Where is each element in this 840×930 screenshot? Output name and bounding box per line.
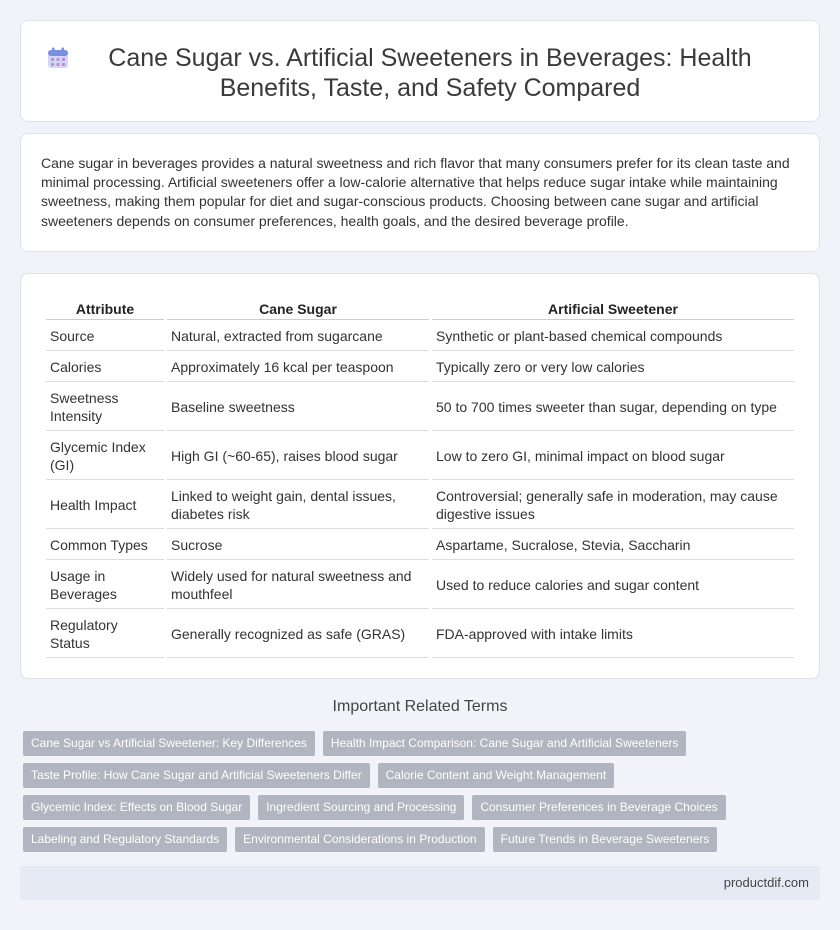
- attribute-cell: Glycemic Index (GI): [46, 433, 164, 480]
- attribute-cell: Regulatory Status: [46, 611, 164, 658]
- artificial-sweetener-cell: 50 to 700 times sweeter than sugar, depending on type: [432, 384, 794, 431]
- intro-text: Cane sugar in beverages provides a natural sweetness and rich flavor that many consumers prefer for its clean taste and minimal processing. Artificial sweeteners offer a low-calorie alternative that helps reduce sugar intake while maintaining sweetness, making them popular for diet and sugar-conscious products. Choosing between cane sugar and artificial sweeteners depends on consumer preferences, health goals, and the desired beverage profile.: [41, 155, 790, 229]
- comparison-table-card: [20, 273, 820, 679]
- table-header-row: [46, 298, 794, 320]
- cane-sugar-cell: Generally recognized as safe (GRAS): [167, 611, 429, 658]
- cane-sugar-cell: Widely used for natural sweetness and mouthfeel: [167, 562, 429, 609]
- artificial-sweetener-cell: FDA-approved with intake limits: [432, 611, 794, 658]
- related-term-link[interactable]: Health Impact Comparison: Cane Sugar and Artificial Sweeteners: [323, 731, 687, 756]
- artificial-sweetener-cell: Used to reduce calories and sugar content: [432, 562, 794, 609]
- related-term-link[interactable]: Cane Sugar vs Artificial Sweetener: Key Differences: [23, 731, 315, 756]
- table-row: [46, 433, 794, 480]
- table-row: [46, 562, 794, 609]
- related-term-link[interactable]: Consumer Preferences in Beverage Choices: [472, 795, 725, 820]
- related-term-link[interactable]: Labeling and Regulatory Standards: [23, 827, 227, 852]
- attribute-cell: Source: [46, 322, 164, 351]
- column-header-cane-sugar: Cane Sugar: [167, 298, 429, 320]
- cane-sugar-cell: Linked to weight gain, dental issues, diabetes risk: [167, 482, 429, 529]
- intro-card: [20, 133, 820, 252]
- attribute-cell: Common Types: [46, 531, 164, 560]
- related-term-link[interactable]: Ingredient Sourcing and Processing: [258, 795, 464, 820]
- column-header-attribute: Attribute: [46, 298, 164, 320]
- table-row: [46, 384, 794, 431]
- artificial-sweetener-cell: Aspartame, Sucralose, Stevia, Saccharin: [432, 531, 794, 560]
- attribute-cell: Health Impact: [46, 482, 164, 529]
- attribute-cell: Sweetness Intensity: [46, 384, 164, 431]
- related-term-link[interactable]: Future Trends in Beverage Sweeteners: [493, 827, 718, 852]
- table-row: [46, 531, 794, 560]
- related-term-link[interactable]: Calorie Content and Weight Management: [378, 763, 615, 788]
- table-row: [46, 482, 794, 529]
- cane-sugar-cell: High GI (~60-65), raises blood sugar: [167, 433, 429, 480]
- footer-bar: [20, 866, 820, 900]
- artificial-sweetener-cell: Low to zero GI, minimal impact on blood sugar: [432, 433, 794, 480]
- attribute-cell: Usage in Beverages: [46, 562, 164, 609]
- related-terms-list: [23, 731, 823, 859]
- footer-site-link[interactable]: productdif.com: [723, 875, 809, 890]
- header-card: [20, 20, 820, 122]
- cane-sugar-cell: Sucrose: [167, 531, 429, 560]
- cane-sugar-cell: Natural, extracted from sugarcane: [167, 322, 429, 351]
- artificial-sweetener-cell: Synthetic or plant-based chemical compounds: [432, 322, 794, 351]
- column-header-artificial-sweetener: Artificial Sweetener: [432, 298, 794, 320]
- artificial-sweetener-cell: Typically zero or very low calories: [432, 353, 794, 382]
- table-row: [46, 611, 794, 658]
- artificial-sweetener-cell: Controversial; generally safe in moderation, may cause digestive issues: [432, 482, 794, 529]
- related-terms-title: Important Related Terms: [332, 698, 508, 715]
- comparison-table: [43, 296, 797, 660]
- cane-sugar-cell: Approximately 16 kcal per teaspoon: [167, 353, 429, 382]
- attribute-cell: Calories: [46, 353, 164, 382]
- table-row: [46, 353, 794, 382]
- related-term-link[interactable]: Glycemic Index: Effects on Blood Sugar: [23, 795, 250, 820]
- cane-sugar-cell: Baseline sweetness: [167, 384, 429, 431]
- related-term-link[interactable]: Environmental Considerations in Production: [235, 827, 484, 852]
- related-term-link[interactable]: Taste Profile: How Cane Sugar and Artificial Sweeteners Differ: [23, 763, 370, 788]
- table-row: [46, 322, 794, 351]
- page-title: Cane Sugar vs. Artificial Sweeteners in Beverages: Health Benefits, Taste, and Safety Compared: [108, 44, 752, 102]
